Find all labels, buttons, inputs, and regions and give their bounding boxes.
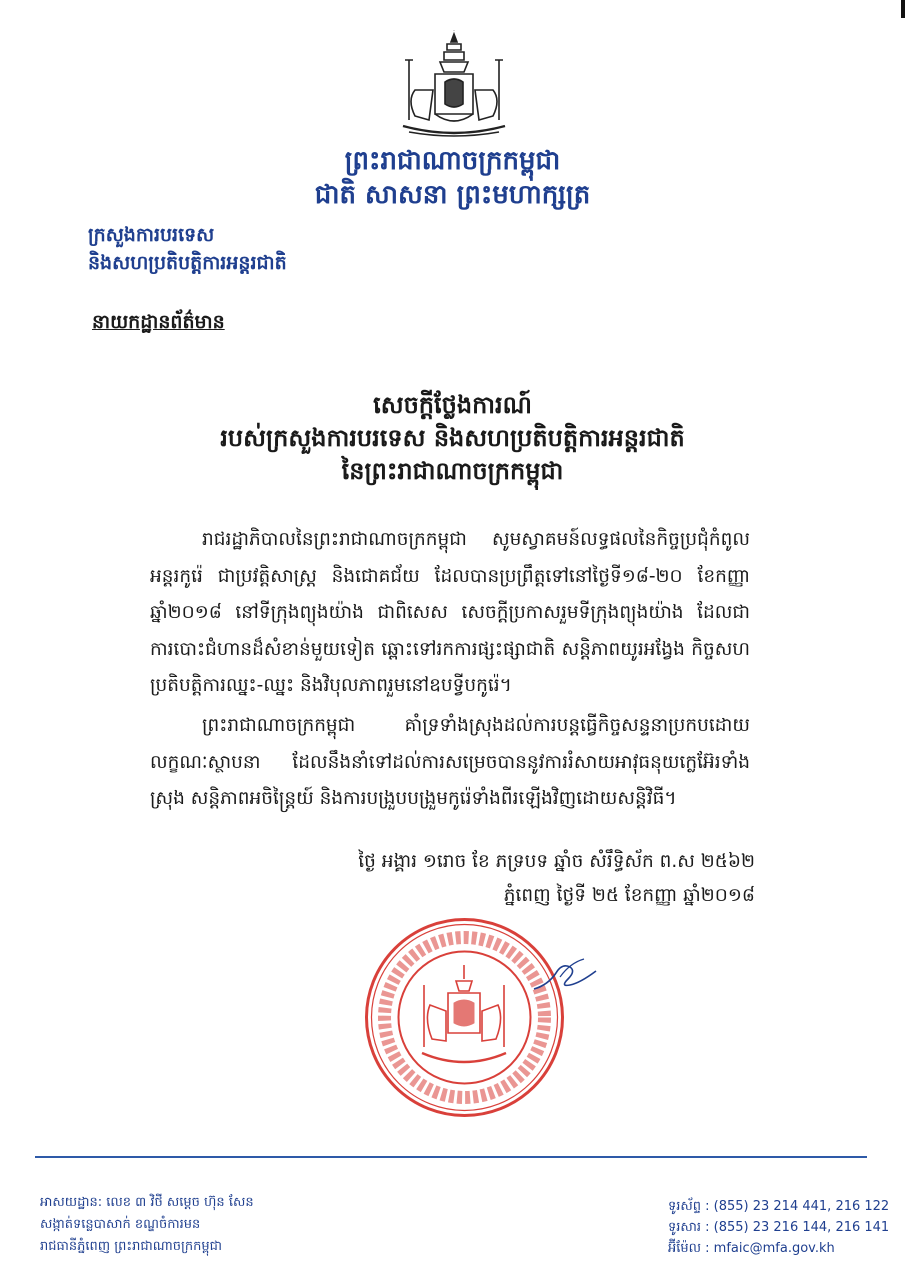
body-paragraph-1: រាជរដ្ឋាភិបាលនៃព្រះរាជាណាចក្រកម្ពុជា សូមស្វាគមន៍លទ្ធផលនៃកិច្ចប្រជុំកំពូលអន្តរកូរ៉េ ជាប្រវត្តិសាស្ត្រ និងជោគជ័យ ដែលបានប្រព្រឹត្តទៅនៅថ្ងៃទី១៨-២០ ខែកញ្ញា ឆ្នាំ២០១៨ នៅទីក្រុងព្យុងយ៉ាង ជាពិសេស សេចក្តីប្រកាសរួមទីក្រុងព្យុងយ៉ាង ដែលជាការបោះជំហានដ៏សំខាន់មួយទៀត ឆ្ពោះទៅរកការផ្សះផ្សាជាតិ សន្តិភាពយូរអង្វែង កិច្ចសហប្រតិបត្តិការឈ្នះ-ឈ្នះ និងវិបុលភាពរួមនៅឧបទ្វីបកូរ៉េ។ <box>150 529 750 696</box>
royal-emblem-icon <box>395 30 513 140</box>
scan-mark <box>901 0 905 18</box>
solar-date: ភ្នំពេញ ថ្ងៃទី ២៥ ខែកញ្ញា ឆ្នាំ២០១៨ <box>503 885 755 906</box>
official-seal-icon <box>362 915 567 1120</box>
department-name: នាយកដ្ឋានព័ត៌មាន <box>92 311 225 333</box>
signature-icon <box>530 955 600 995</box>
footer-address-3: រាជធានីភ្នំពេញ ព្រះរាជាណាចក្រកម្ពុជា <box>40 1239 222 1254</box>
kingdom-motto: ជាតិ សាសនា ព្រះមហាក្សត្រ <box>314 180 591 210</box>
footer-phone: ទូរស័ព្ទ : (855) 23 214 441, 216 122 <box>668 1199 890 1214</box>
kingdom-name: ព្រះរាជាណាចក្រកម្ពុជា <box>344 146 561 176</box>
ministry-name-line2: និងសហប្រតិបត្តិការអន្តរជាតិ <box>88 252 287 274</box>
ministry-name-line1: ក្រសួងការបរទេស <box>88 224 215 246</box>
statement-subtitle-2: នៃព្រះរាជាណាចក្រកម្ពុជា <box>341 457 564 485</box>
statement-title: សេចក្តីថ្លែងការណ៍ <box>373 391 532 419</box>
statement-subtitle-1: របស់ក្រសួងការបរទេស និងសហប្រតិបត្តិការអន្តរជាតិ <box>220 424 685 452</box>
footer-address-1: អាសយដ្ឋាន: លេខ ៣ វិថី សម្តេច ហ៊ុន សែន <box>40 1195 254 1210</box>
lunar-date: ថ្ងៃ អង្គារ ១រោច ខែ ភទ្របទ ឆ្នាំច សំរឹទ្ធិស័ក ព.ស ២៥៦២ <box>358 851 755 872</box>
footer-divider <box>35 1156 867 1158</box>
footer-email: អ៊ីម៉ែល : mfaic@mfa.gov.kh <box>668 1241 835 1256</box>
footer-address-2: សង្កាត់ទន្លេបាសាក់ ខណ្ឌចំការមន <box>40 1217 201 1232</box>
footer-fax: ទូរសារ : (855) 23 216 144, 216 141 <box>668 1220 890 1235</box>
body-paragraph-2: ព្រះរាជាណាចក្រកម្ពុជា គាំទ្រទាំងស្រុងដល់ការបន្តធ្វើកិច្ចសន្ទនាប្រកបដោយលក្ខណៈស្ថាបនា ដែលនឹងនាំទៅដល់ការសម្រេចបាននូវការរំសាយអាវុធនុយក្លេអ៊ែរទាំងស្រុង សន្តិភាពអចិន្ត្រៃយ៍ និងការបង្រួបបង្រួមកូរ៉េទាំងពីរឡើងវិញដោយសន្តិវិធី។ <box>150 715 750 809</box>
